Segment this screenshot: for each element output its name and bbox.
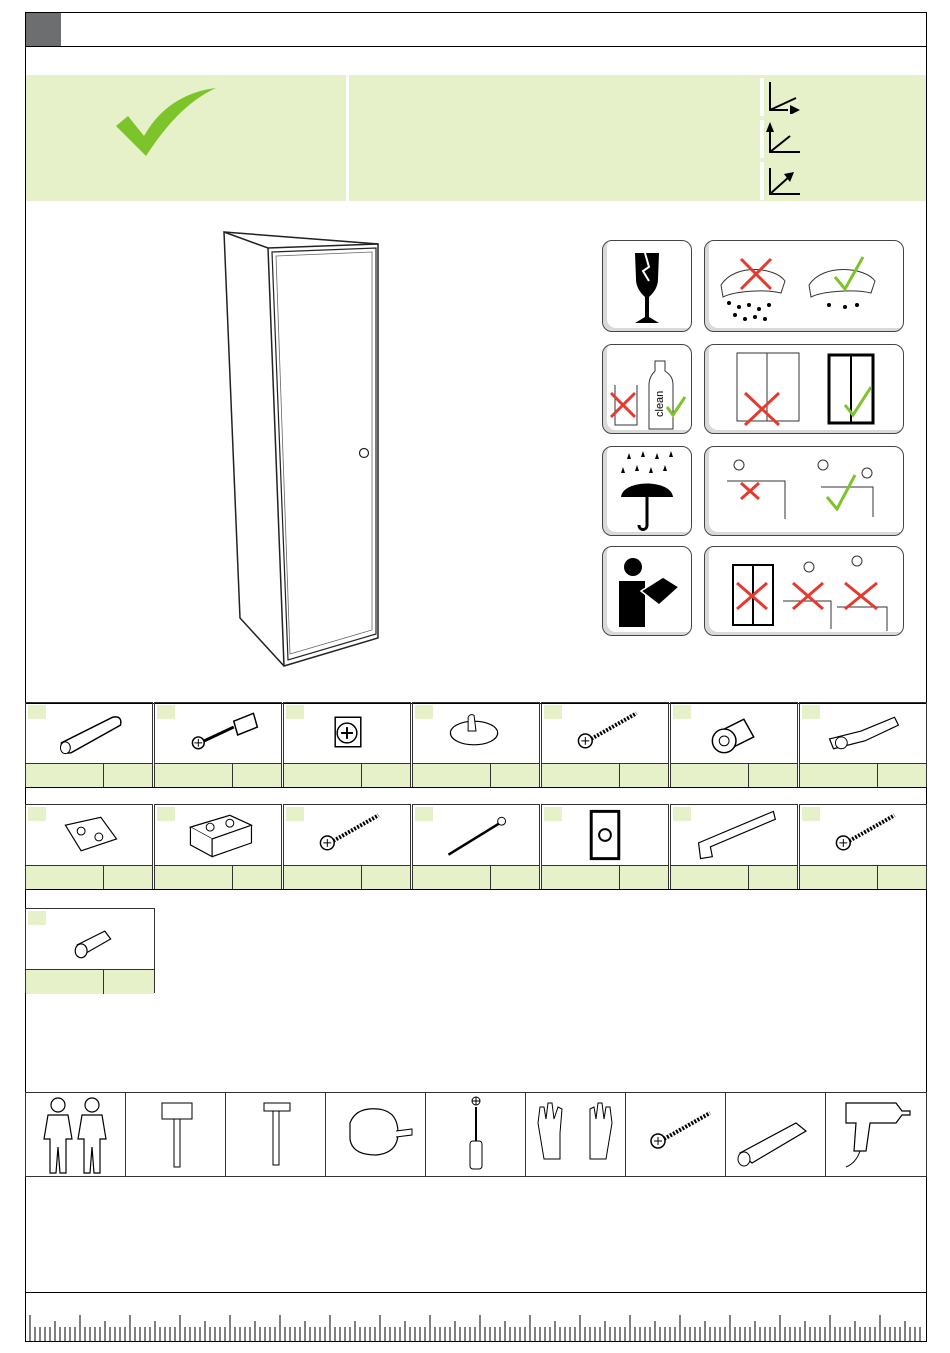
part-wall-bracket [670, 804, 798, 889]
shelf-pin-icon [26, 909, 154, 969]
parts-row2-rule [26, 889, 926, 890]
care-read-manual [602, 546, 692, 636]
part-dowel [25, 702, 153, 787]
part-shelf-block [154, 804, 282, 889]
tape-measure-icon [326, 1093, 426, 1176]
wall-screw-icon [626, 1093, 726, 1176]
cover-cap-icon [542, 805, 668, 865]
tools-row [25, 1092, 927, 1177]
part-qty-bar [800, 865, 926, 890]
dimension-width [760, 78, 908, 116]
part-nail [412, 804, 540, 889]
part-qty-bar [26, 969, 154, 994]
tool-screwdriver [426, 1093, 526, 1176]
part-qty-bar [413, 763, 539, 788]
part-qty-bar [155, 865, 281, 890]
screw-icon [542, 703, 668, 763]
drill-icon [826, 1093, 926, 1176]
part-knob [670, 702, 798, 787]
screwdriver-icon [426, 1093, 526, 1176]
part-qty-bar [671, 763, 797, 788]
part-shelf-pin [25, 908, 155, 993]
parts-row-1 [25, 702, 927, 787]
tool-wall-screw [626, 1093, 726, 1176]
hero-divider [346, 75, 349, 201]
read-instructions-icon [603, 547, 691, 635]
header-bar [25, 12, 927, 47]
care-fragile [602, 240, 692, 332]
axis-width-icon [766, 80, 806, 114]
care-keep-dry [602, 446, 692, 536]
assemble-on-floor-icon [705, 447, 903, 535]
part-hinge-plate [25, 804, 153, 889]
part-qty-bar [542, 763, 668, 788]
tool-gloves [526, 1093, 626, 1176]
section-marker [26, 13, 61, 46]
cam-lock-icon [284, 703, 410, 763]
dimension-panel [760, 78, 908, 200]
axis-depth-icon [766, 164, 806, 198]
tool-two-people [26, 1093, 126, 1176]
part-screw-3 [799, 804, 927, 889]
cam-bolt-icon [155, 703, 281, 763]
part-qty-bar [542, 865, 668, 890]
dimension-height [760, 120, 908, 158]
two-people-icon [26, 1093, 126, 1176]
shelf-support-block-icon [155, 805, 281, 865]
part-felt-pad [412, 702, 540, 787]
keep-dry-umbrella-icon [603, 447, 691, 535]
dimension-depth [760, 162, 908, 200]
tool-tape-measure [326, 1093, 426, 1176]
care-assemble [704, 446, 904, 536]
part-qty-bar [155, 763, 281, 788]
parts-row-2 [25, 804, 927, 889]
nail-icon [413, 805, 539, 865]
care-wipe [704, 240, 904, 332]
care-clean [602, 344, 692, 434]
wipe-dry-cloth-icon [705, 241, 903, 331]
part-screw-2 [283, 804, 411, 889]
check-icon [112, 86, 222, 158]
tool-wall-plug [726, 1093, 826, 1176]
parts-row-3 [25, 908, 155, 993]
part-cover-cap [541, 804, 669, 889]
knob-icon [671, 703, 797, 763]
dowel-icon [26, 703, 152, 763]
ruler-ticks [26, 1293, 926, 1341]
tool-mallet [126, 1093, 226, 1176]
hammer-icon [226, 1093, 326, 1176]
screw-icon [284, 805, 410, 865]
care-two-person [704, 546, 904, 636]
parts-mid-rule [26, 787, 926, 788]
care-door-alignment [704, 344, 904, 434]
part-qty-bar [284, 763, 410, 788]
wall-bracket-icon [671, 805, 797, 865]
svg-text:clean: clean [654, 390, 666, 417]
part-qty-bar [26, 763, 152, 788]
door-alignment-icon [705, 345, 903, 433]
part-qty-bar [800, 763, 926, 788]
hinge-icon [800, 703, 926, 763]
part-cam-bolt [154, 702, 282, 787]
wall-plug-icon [726, 1093, 826, 1176]
part-hinge [799, 702, 927, 787]
fragile-glass-icon [603, 241, 691, 331]
part-qty-bar [26, 865, 152, 890]
axis-height-icon [766, 122, 806, 156]
felt-pad-icon [413, 703, 539, 763]
part-qty-bar [671, 865, 797, 890]
hinge-plate-icon [26, 805, 152, 865]
no-chemicals-clean-only-icon [603, 345, 691, 433]
part-screw-1 [541, 702, 669, 787]
mallet-icon [126, 1093, 226, 1176]
tool-drill [826, 1093, 926, 1176]
gloves-icon [526, 1093, 626, 1176]
care-icons-grid [602, 240, 912, 640]
tool-hammer [226, 1093, 326, 1176]
part-cam-lock [283, 702, 411, 787]
part-qty-bar [413, 865, 539, 890]
two-people-lift-icon [705, 547, 903, 635]
wardrobe-illustration [218, 228, 384, 670]
screw-icon [800, 805, 926, 865]
part-qty-bar [284, 865, 410, 890]
scale-ruler [26, 1292, 926, 1341]
